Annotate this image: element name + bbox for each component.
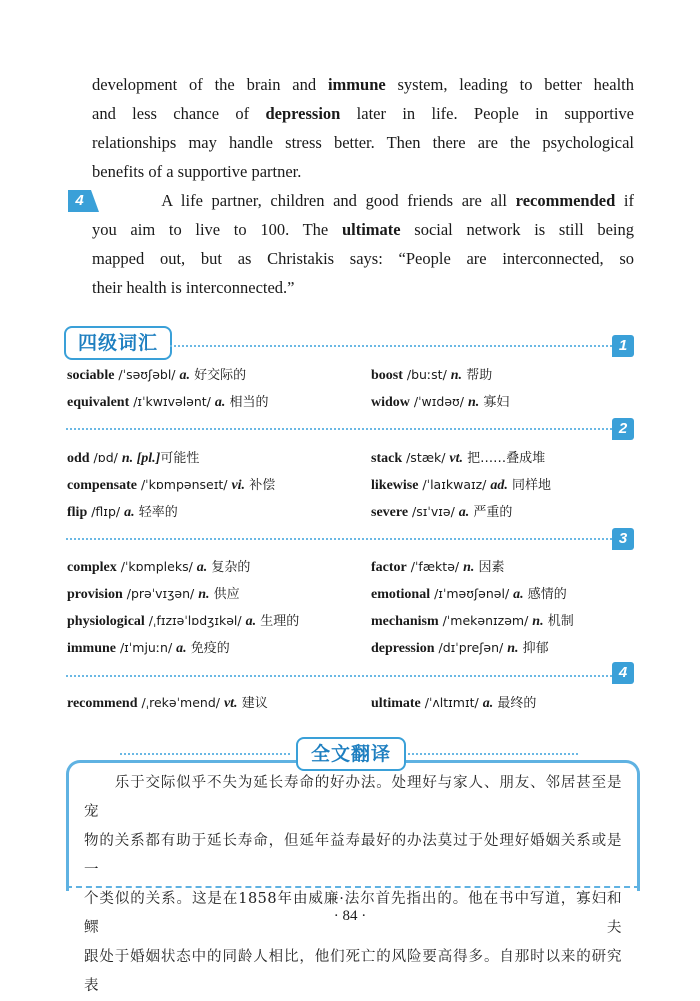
vocab-entry [371, 639, 549, 658]
vocab-meaning: 相当的 [225, 395, 269, 410]
vocab-phonetic: /ˈsəʊʃəbl/ [114, 367, 180, 382]
vocab-meaning: 寡妇 [479, 395, 510, 410]
vocab-pos: a. [179, 368, 190, 383]
vocab-word: compensate [67, 478, 137, 493]
vocab-pos: vt. [223, 696, 238, 711]
section-divider [66, 675, 612, 677]
vocab-entry [371, 503, 512, 522]
vocab-pos: vt. [449, 451, 464, 466]
section-tab-4: 4 [612, 662, 634, 684]
vocab-entry [67, 694, 268, 713]
passage-text: and less chance of [92, 104, 266, 123]
vocab-meaning: 建议 [237, 696, 268, 711]
vocab-entry [371, 366, 492, 385]
vocab-entry [371, 558, 505, 577]
passage-text: benefits of a supportive partner. [92, 162, 302, 181]
passage-text: their health is interconnected.” [92, 278, 295, 297]
vocab-word: depression [371, 641, 435, 656]
vocab-word: flip [67, 505, 88, 520]
vocab-word: sociable [67, 368, 115, 383]
passage-text: you aim to live to 100. The [92, 220, 342, 239]
section-tab-3: 3 [612, 528, 634, 550]
passage-line [92, 273, 634, 302]
vocab-meaning: 把……叠成堆 [463, 451, 546, 466]
vocab-meaning: 生理的 [256, 614, 300, 629]
vocab-phonetic: /ɪˈkwɪvələnt/ [129, 394, 215, 409]
vocab-pos: n. [507, 641, 519, 656]
vocab-meaning: 最终的 [493, 696, 537, 711]
translation-title: 全文翻译 [296, 737, 406, 771]
vocab-meaning: 补偿 [245, 478, 276, 493]
vocab-meaning: 好交际的 [189, 368, 247, 383]
section-divider [66, 538, 612, 540]
passage-line [92, 128, 634, 157]
vocab-phonetic: /ˈlaɪkwaɪz/ [418, 477, 491, 492]
vocab-meaning: 可能性 [160, 451, 200, 466]
vocab-highlight-word: recommended [515, 191, 616, 210]
section-divider [170, 345, 612, 347]
vocab-meaning: 同样地 [507, 478, 552, 493]
passage-text: A life partner, children and good friends are all [92, 191, 516, 210]
section-tab-2: 2 [612, 418, 634, 440]
vocab-pos: n. [463, 560, 475, 575]
passage-text: relationships may handle stress better. Then there are the psychological [92, 133, 634, 152]
passage-text: later in life. People in supportive [340, 104, 634, 123]
passage-line [92, 157, 634, 186]
vocab-word: odd [67, 451, 90, 466]
vocab-meaning: 复杂的 [207, 560, 251, 575]
vocab-entry [371, 476, 551, 495]
passage-text: system, leading to better health [385, 75, 635, 94]
vocab-entry [371, 449, 545, 468]
vocab-entry [371, 612, 574, 631]
vocab-phonetic: /ɪˈməʊʃənəl/ [430, 586, 514, 601]
vocab-word: recommend [67, 696, 138, 711]
vocab-pos: a. [458, 505, 470, 520]
vocab-word: provision [67, 587, 123, 602]
vocab-entry [371, 585, 567, 604]
vocab-entry [67, 639, 230, 658]
translation-text [84, 769, 622, 1001]
vocab-pos: a. [245, 614, 257, 629]
vocab-entry [67, 503, 178, 522]
section-tab-1: 1 [612, 335, 634, 357]
vocab-highlight-word: immune [327, 75, 386, 94]
vocab-entry [67, 612, 299, 631]
vocab-pos: a. [482, 696, 494, 711]
vocab-pos: a. [176, 641, 187, 656]
passage-line [92, 215, 634, 244]
vocab-phonetic: /flɪp/ [87, 504, 125, 519]
passage-line [92, 99, 634, 128]
vocab-entry [67, 476, 275, 495]
vocab-entry [67, 393, 269, 412]
vocab-pos: n. [467, 395, 480, 410]
vocab-word: equivalent [67, 395, 130, 410]
vocab-meaning: 供应 [209, 587, 240, 602]
vocab-phonetic: /ˈʌltɪmɪt/ [420, 695, 483, 710]
vocab-highlight-word: ultimate [341, 220, 401, 239]
vocab-entry [371, 694, 536, 713]
vocab-meaning: 免疫的 [186, 641, 230, 656]
vocab-phonetic: /ˈfæktə/ [406, 559, 464, 574]
vocab-entry [67, 585, 240, 604]
passage-text: mapped out, but as Christakis says: “People are interconnected, so [92, 249, 634, 268]
passage-line [92, 186, 634, 215]
passage-paragraph-4 [92, 186, 634, 302]
passage-paragraph-3 [92, 70, 634, 186]
title-divider-left [120, 753, 290, 755]
vocab-highlight-word: depression [265, 104, 341, 123]
passage-line [92, 70, 634, 99]
vocab-entry [67, 449, 199, 468]
vocab-pos: n. [450, 368, 463, 383]
vocab-pos: a. [124, 505, 135, 520]
title-divider-right [408, 753, 578, 755]
vocab-pos: vi. [231, 478, 246, 493]
vocab-pos: a. [196, 560, 208, 575]
vocab-meaning: 机制 [543, 614, 574, 629]
vocab-word: mechanism [371, 614, 439, 629]
vocab-meaning: 轻率的 [134, 505, 178, 520]
vocab-pos: n. [121, 451, 134, 466]
vocab-phonetic: /ˈkɒmpənseɪt/ [137, 477, 232, 492]
passage-text: development of the brain and [92, 75, 328, 94]
vocab-phonetic: /dɪˈpreʃən/ [434, 640, 508, 655]
section-divider [66, 428, 612, 430]
vocab-phonetic: /prəˈvɪʒən/ [122, 586, 199, 601]
vocab-pos: a. [214, 395, 226, 410]
vocab-meaning: 帮助 [462, 368, 493, 383]
translation-line: 物的关系都有助于延长寿命，但延年益寿最好的办法莫过于处理好婚姻关系或是一 [84, 833, 622, 878]
vocab-word: ultimate [371, 696, 421, 711]
vocab-section-title: 四级词汇 [64, 326, 172, 360]
vocab-phonetic: /buːst/ [402, 367, 451, 382]
vocab-meaning: 抑郁 [518, 641, 549, 656]
vocab-entry [67, 366, 246, 385]
vocab-word: boost [371, 368, 403, 383]
vocab-entry [67, 558, 250, 577]
passage-text: social network is still being [400, 220, 634, 239]
translation-line: 跟处于婚姻状态中的同龄人相比，他们死亡的风险要高得多。自那时以来的研究表 [84, 949, 622, 994]
vocab-word: immune [67, 641, 116, 656]
vocab-meaning: 感情的 [523, 587, 567, 602]
vocab-word: widow [371, 395, 410, 410]
vocab-word: emotional [371, 587, 431, 602]
vocab-pos: n. [532, 614, 544, 629]
vocab-phonetic: /ɒd/ [89, 450, 122, 465]
vocab-plural-note: [pl.] [133, 451, 161, 466]
vocab-word: complex [67, 560, 117, 575]
vocab-word: physiological [67, 614, 145, 629]
translation-line: 乐于交际似乎不失为延长寿命的好办法。处理好与家人、朋友、邻居甚至是宠 [84, 775, 622, 820]
vocab-phonetic: /sɪˈvɪə/ [408, 504, 459, 519]
translation-line: 个类似的关系。这是在1858年由威廉·法尔首先指出的。他在书中写道，寡妇和鳏夫 [84, 891, 622, 936]
vocab-word: factor [371, 560, 407, 575]
page-number: · 84 · [333, 908, 367, 924]
vocab-word: stack [371, 451, 403, 466]
passage-text: if [615, 191, 634, 210]
passage-line [92, 244, 634, 273]
vocab-phonetic: /ˈmekənɪzəm/ [438, 613, 533, 628]
vocab-pos: ad. [490, 478, 508, 493]
vocab-phonetic: /ˌfɪzɪəˈlɒdʒɪkəl/ [144, 613, 246, 628]
vocab-word: likewise [371, 478, 419, 493]
paragraph-number-badge: 4 [68, 190, 91, 212]
vocab-word: severe [371, 505, 409, 520]
vocab-phonetic: /ɪˈmjuːn/ [116, 640, 177, 655]
vocab-meaning: 因素 [474, 560, 505, 575]
vocab-phonetic: /ˈwɪdəʊ/ [409, 394, 468, 409]
vocab-pos: n. [198, 587, 210, 602]
vocab-meaning: 严重的 [469, 505, 513, 520]
vocab-entry [371, 393, 509, 412]
vocab-phonetic: /stæk/ [402, 450, 450, 465]
vocab-phonetic: /ˌrekəˈmend/ [137, 695, 224, 710]
vocab-phonetic: /ˈkɒmpleks/ [116, 559, 197, 574]
vocab-pos: a. [513, 587, 524, 602]
